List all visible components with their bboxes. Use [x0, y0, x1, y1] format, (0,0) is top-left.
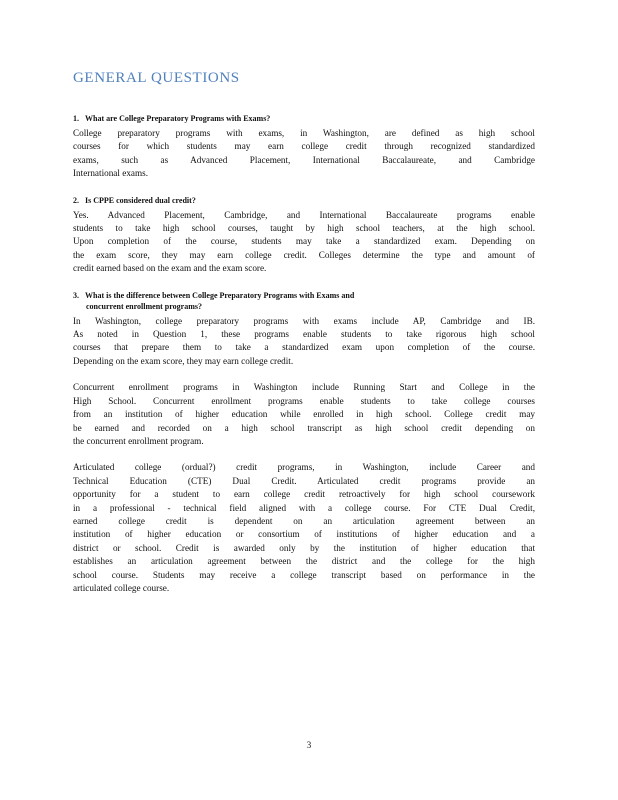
answer-paragraph: [73, 461, 535, 595]
paragraph-line: students to take high school courses, taught by high school teachers, at the high school.: [73, 223, 535, 234]
paragraph-line: courses that prepare them to take a standardized exam upon completion of the course.: [73, 342, 535, 353]
question-title-text: Is CPPE considered dual credit?: [85, 195, 196, 205]
paragraph-line: exams, such as Advanced Placement, International Baccalaureate, and Cambridge: [73, 154, 535, 165]
question-block: [73, 113, 535, 181]
paragraph-line: credit earned based on the exam and the exam score.: [73, 263, 267, 274]
answer-paragraph: [73, 209, 535, 276]
paragraph-line: Upon completion of the course, students may take a standardized exam. Depending on: [73, 236, 535, 247]
paragraph-line: Depending on the exam score, they may earn college credit.: [73, 355, 294, 366]
question-number: 3.: [73, 290, 79, 300]
paragraph-line: Yes. Advanced Placement, Cambridge, and International Baccalaureate programs enable: [73, 209, 535, 220]
question-title: [73, 290, 535, 312]
questions-list: [73, 113, 535, 595]
page-number: 3: [306, 740, 312, 750]
question-title-text: What are College Preparatory Programs with Exams?: [85, 114, 271, 123]
paragraph-line: In Washington, college preparatory programs with exams include AP, Cambridge and IB.: [73, 315, 535, 326]
question-title-continuation: concurrent enrollment programs?: [86, 301, 202, 311]
paragraph-line: Concurrent enrollment programs in Washington include Running Start and College in the: [73, 382, 535, 393]
paragraph-line: the concurrent enrollment program.: [73, 435, 204, 446]
paragraph-line: Articulated college (ordual?) credit programs, in Washington, include Career and: [73, 462, 535, 473]
paragraph-line: district or school. Credit is awarded only by the institution of higher education that: [73, 542, 535, 553]
paragraph-line: courses for which students may earn college credit through recognized standardized: [73, 141, 535, 152]
paragraph-line: opportunity for a student to earn college credit retroactively for high school coursework: [73, 489, 535, 500]
question-block: [73, 195, 535, 276]
paragraph-line: institution of higher education or consortium of institutions of higher education and a: [73, 529, 535, 540]
answer-paragraph: [73, 127, 535, 181]
paragraph-line: Technical Education (CTE) Dual Credit. Articulated credit programs provide an: [73, 475, 535, 486]
paragraph-line: in a professional - technical field aligned with a college course. For CTE Dual Credit,: [73, 502, 535, 513]
question-number: 1.: [73, 114, 79, 123]
paragraph-line: High School. Concurrent enrollment programs enable students to take college courses: [73, 395, 535, 406]
question-title: [73, 195, 535, 206]
question-block: [73, 290, 535, 596]
paragraph-line: school course. Students may receive a college transcript based on performance in the: [73, 569, 535, 580]
paragraph-line: As noted in Question 1, these programs enable students to take rigorous high school: [73, 329, 535, 340]
answer-paragraph: [73, 381, 535, 448]
question-title-text: What is the difference between College Preparatory Programs with Exams and: [85, 290, 355, 300]
paragraph-line: International exams.: [73, 168, 149, 179]
question-number: 2.: [73, 195, 79, 205]
answer-paragraph: [73, 315, 535, 369]
paragraph-line: from an institution of higher education while enrolled in high school. College credit may: [73, 409, 535, 420]
paragraph-line: articulated college course.: [73, 582, 170, 593]
paragraph-line: the exam score, they may earn college credit. Colleges determine the type and amount of: [73, 249, 535, 260]
question-title: [73, 113, 535, 124]
paragraph-line: establishes an articulation agreement between the district and the college for the high: [73, 556, 535, 567]
paragraph-line: earned college credit is dependent on an articulation agreement between an: [73, 515, 535, 526]
paragraph-line: College preparatory programs with exams, in Washington, are defined as high school: [73, 128, 535, 138]
section-heading: GENERAL QUESTIONS: [73, 70, 240, 86]
paragraph-line: be earned and recorded on a high school transcript as high school credit depending on: [73, 422, 535, 433]
document-body: [73, 70, 535, 609]
